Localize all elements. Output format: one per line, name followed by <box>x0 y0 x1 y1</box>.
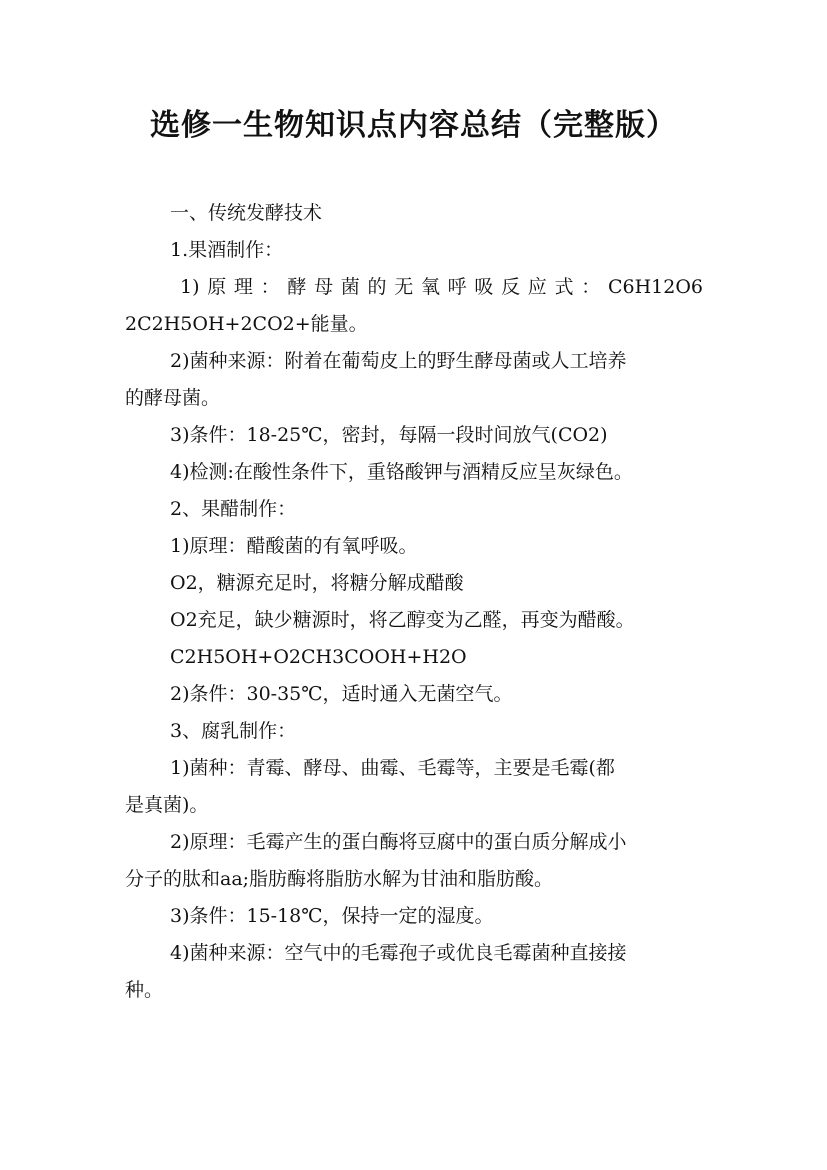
paragraph-line: 2C2H5OH+2CO2+能量。 <box>125 313 368 335</box>
paragraph-line: 1)菌种：青霉、酵母、曲霉、毛霉等，主要是毛霉(都 <box>170 757 615 779</box>
subsection-heading: 3、腐乳制作： <box>170 720 297 742</box>
paragraph-line: 2)条件：30-35℃，适时通入无菌空气。 <box>170 683 513 705</box>
paragraph-line: 3)条件：15-18℃，保持一定的湿度。 <box>170 905 494 927</box>
paragraph-line: 1)原理：酵母菌的无氧呼吸反应式：C6H12O6 <box>180 276 703 298</box>
paragraph-line: O2充足，缺少糖源时，将乙醇变为乙醛，再变为醋酸。 <box>170 609 635 631</box>
paragraph-line: 2)原理：毛霉产生的蛋白酶将豆腐中的蛋白质分解成小 <box>170 831 627 853</box>
paragraph-line: C2H5OH+O2CH3COOH+H2O <box>170 646 467 668</box>
paragraph-line: 2)菌种来源：附着在葡萄皮上的野生酵母菌或人工培养 <box>170 350 627 372</box>
paragraph-line: 4)菌种来源：空气中的毛霉孢子或优良毛霉菌种直接接 <box>170 942 627 964</box>
paragraph-line: 种。 <box>125 979 164 1001</box>
paragraph-line: O2，糖源充足时，将糖分解成醋酸 <box>170 572 464 594</box>
paragraph-line: 1)原理：醋酸菌的有氧呼吸。 <box>170 535 418 557</box>
document-title: 选修一生物知识点内容总结（完整版） <box>150 108 677 143</box>
subsection-heading: 1.果酒制作： <box>170 239 284 261</box>
paragraph-line: 3)条件：18-25℃，密封，每隔一段时间放气(CO2) <box>170 424 608 446</box>
paragraph-line: 的酵母菌。 <box>125 387 221 409</box>
section-heading: 一、传统发酵技术 <box>170 202 323 224</box>
paragraph-line: 4)检测:在酸性条件下，重铬酸钾与酒精反应呈灰绿色。 <box>170 461 633 483</box>
paragraph-line: 分子的肽和aa;脂肪酶将脂肪水解为甘油和脂肪酸。 <box>125 868 554 890</box>
document-body <box>125 195 715 1009</box>
paragraph-line: 是真菌)。 <box>125 794 209 816</box>
subsection-heading: 2、果醋制作： <box>170 498 297 520</box>
